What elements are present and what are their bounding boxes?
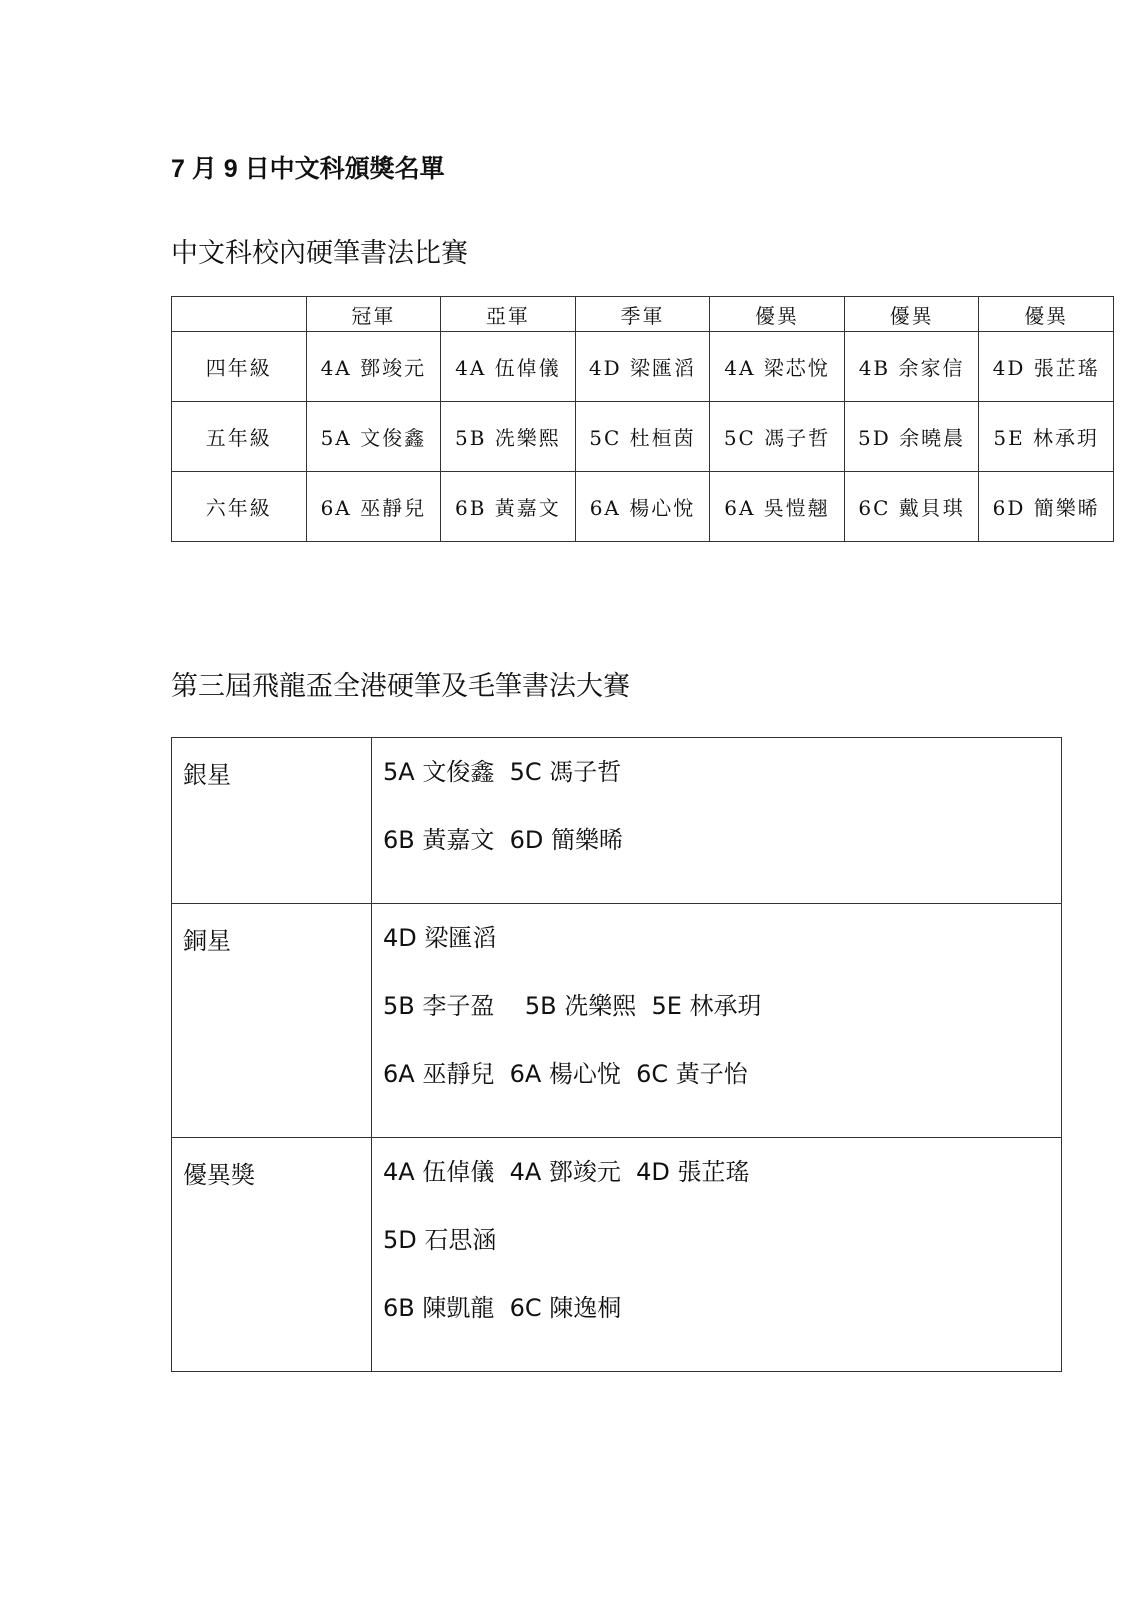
school-competition-table — [171, 296, 1114, 542]
winner-cell: 5B 冼樂熙 — [441, 402, 576, 472]
header-cell-merit: 優異 — [844, 297, 979, 332]
winner-cell: 5D 余曉晨 — [844, 402, 979, 472]
document-title: 7 月 9 日中文科頒獎名單 — [171, 155, 445, 183]
winner-cell: 6C 戴貝琪 — [844, 472, 979, 542]
winner-line: 5B 李子盈 5B 冼樂熙 5E 林承玥 — [383, 992, 762, 1020]
table-row — [172, 332, 1114, 402]
winner-line: 4A 伍倬儀 4A 鄧竣元 4D 張芷瑤 — [383, 1158, 750, 1186]
winner-line: 4D 梁匯滔 — [383, 924, 497, 952]
grade-cell: 六年級 — [172, 472, 307, 542]
winner-cell: 6A 吳愷翹 — [710, 472, 845, 542]
grade-cell: 四年級 — [172, 332, 307, 402]
winner-cell: 4D 張芷瑤 — [979, 332, 1114, 402]
award-names-cell — [372, 904, 1062, 1138]
award-names-cell — [372, 738, 1062, 904]
award-category-cell: 優異獎 — [172, 1138, 372, 1372]
table-row — [172, 402, 1114, 472]
table-header-row — [172, 297, 1114, 332]
section-title-calligraphy-contest: 第三屆飛龍盃全港硬筆及毛筆書法大賽 — [171, 671, 630, 701]
winner-cell: 5C 馮子哲 — [710, 402, 845, 472]
header-cell-merit: 優異 — [979, 297, 1114, 332]
header-cell-blank — [172, 297, 307, 332]
winner-line: 6A 巫靜兒 6A 楊心悅 6C 黃子怡 — [383, 1060, 748, 1088]
winner-cell: 5A 文俊鑫 — [306, 402, 441, 472]
winner-cell: 6D 簡樂晞 — [979, 472, 1114, 542]
winner-line: 5A 文俊鑫 5C 馮子哲 — [383, 758, 622, 786]
award-names-cell — [372, 1138, 1062, 1372]
winner-cell: 4D 梁匯滔 — [575, 332, 710, 402]
winner-cell: 4A 伍倬儀 — [441, 332, 576, 402]
header-cell-champion: 冠軍 — [306, 297, 441, 332]
table-row — [172, 904, 1062, 1138]
header-cell-merit: 優異 — [710, 297, 845, 332]
winner-cell: 6B 黃嘉文 — [441, 472, 576, 542]
calligraphy-contest-table — [171, 737, 1062, 1372]
winner-cell: 6A 巫靜兒 — [306, 472, 441, 542]
winner-cell: 4A 鄧竣元 — [306, 332, 441, 402]
table-row — [172, 1138, 1062, 1372]
winner-line: 6B 陳凱龍 6C 陳逸桐 — [383, 1294, 622, 1322]
winner-cell: 4B 余家信 — [844, 332, 979, 402]
award-category-cell: 銅星 — [172, 904, 372, 1138]
winner-line: 5D 石思涵 — [383, 1226, 497, 1254]
section-title-school-competition: 中文科校內硬筆書法比賽 — [171, 238, 468, 268]
table-row — [172, 472, 1114, 542]
winner-cell: 4A 梁芯悅 — [710, 332, 845, 402]
winner-line: 6B 黃嘉文 6D 簡樂晞 — [383, 826, 623, 854]
grade-cell: 五年級 — [172, 402, 307, 472]
award-category-cell: 銀星 — [172, 738, 372, 904]
winner-cell: 5C 杜桓茵 — [575, 402, 710, 472]
header-cell-first-runner-up: 亞軍 — [441, 297, 576, 332]
winner-cell: 6A 楊心悅 — [575, 472, 710, 542]
table-row — [172, 738, 1062, 904]
winner-cell: 5E 林承玥 — [979, 402, 1114, 472]
header-cell-second-runner-up: 季軍 — [575, 297, 710, 332]
